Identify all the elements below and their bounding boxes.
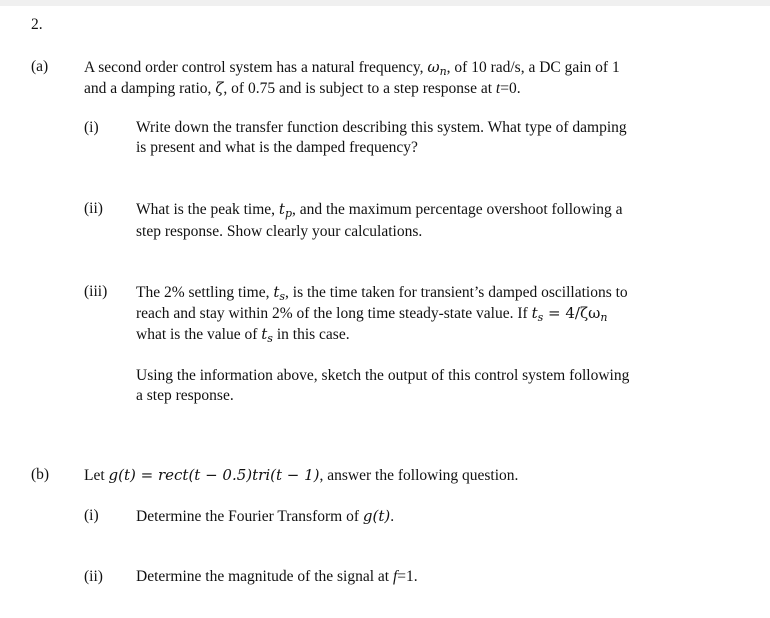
subscript-s: s [537,311,544,324]
part-a-ii-line-1 [136,199,623,220]
subscript-n: n [439,65,447,78]
part-a-iii-text [136,282,629,406]
part-b-i-text [136,506,394,527]
part-a-iii-line-1 [136,282,629,303]
intro-text: =0. [500,80,521,97]
t-glyph: t [261,325,268,343]
part-a-intro-line-2 [84,78,620,99]
t-symbol: t [495,80,501,97]
subscript-p: p [284,207,292,220]
part-text: . [390,508,395,525]
settling-time-equation [532,304,608,322]
part-a-i-line-1: Write down the transfer function describing this system. What type of damping [136,119,627,136]
t-s-symbol [273,283,285,301]
part-text: What is the peak time, [136,201,279,218]
part-b-label: (b) [31,466,50,483]
f-symbol: f [392,568,398,585]
t-p-symbol [279,200,292,218]
t-s-symbol [261,325,273,343]
part-text: what is the value of [136,326,262,343]
part-a-ii-text [136,199,623,242]
part-a-i-label: (i) [84,119,99,136]
subscript-n: n [600,311,608,324]
subscript-s: s [279,290,286,303]
part-a-iii-line-2 [136,303,629,324]
part-a-intro-line-1 [84,57,620,78]
g-of-t-expression: g(t) = rect(t − 0.5)tri(t − 1) [108,466,320,484]
part-text: =1. [397,568,418,585]
top-edge-bar [0,0,770,6]
equation-rhs: = 4/ζω [543,304,601,322]
intro-text: Let [84,467,109,484]
part-text: , and the maximum percentage overshoot following a [291,201,623,218]
part-text: Determine the magnitude of the signal at [136,568,393,585]
intro-text: , of 10 rad/s, a DC gain of 1 [446,59,620,76]
part-text: The 2% settling time, [136,284,274,301]
part-a-label: (a) [31,58,49,75]
part-text: in this case. [272,326,350,343]
omega-n-symbol [427,58,446,76]
t-glyph: t [278,200,285,218]
part-a-iii-label: (iii) [84,283,108,300]
part-a-iii-line-3 [136,324,629,345]
part-a-iii-sketch-line-1: Using the information above, sketch the output of this control system following [136,367,630,384]
intro-text: A second order control system has a natural frequency, [84,59,428,76]
question-number: 2. [31,16,43,33]
t-glyph: t [531,304,538,322]
intro-text: , of 0.75 and is subject to a step response at [223,80,496,97]
intro-text: , answer the following question. [319,467,519,484]
part-b-ii-text [136,567,418,587]
t-glyph: t [273,283,280,301]
part-a-i-text [136,118,627,158]
part-b-ii-label: (ii) [84,568,103,585]
part-a-ii-line-2: step response. Show clearly your calculations. [136,223,423,240]
part-a-ii-label: (ii) [84,200,103,217]
part-a-iii-sketch-line-2: a step response. [136,387,234,404]
part-text: , is the time taken for transient’s damped oscillations to [285,284,628,301]
part-text: reach and stay within 2% of the long time steady-state value. If [136,305,532,322]
part-a-intro [84,57,620,99]
part-b-intro [84,465,518,486]
subscript-s: s [267,332,273,345]
part-b-i-label: (i) [84,507,99,524]
part-a-i-line-2: is present and what is the damped frequency? [136,139,418,156]
intro-text: and a damping ratio, [84,80,216,97]
zeta-symbol: ζ [215,79,224,97]
part-text: Determine the Fourier Transform of [136,508,363,525]
g-of-t-symbol: g(t) [362,507,391,525]
omega-glyph: ω [427,58,440,76]
